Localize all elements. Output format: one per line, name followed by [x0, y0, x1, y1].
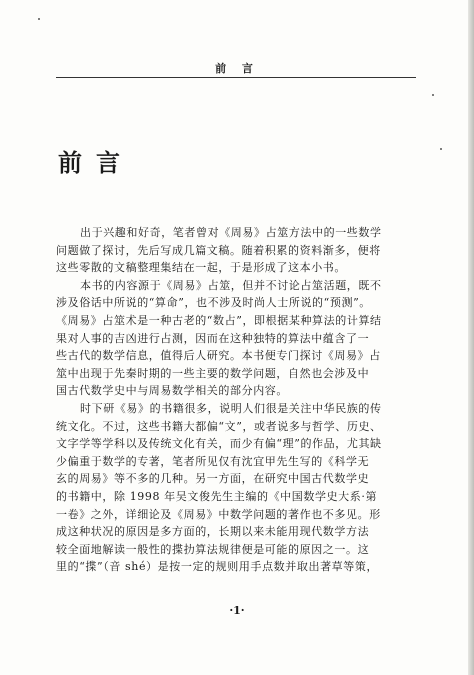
text-line: 较全面地解读一般性的揲扐算法规律便是可能的原因之一。这 [56, 542, 370, 556]
text-line: 里的“揲”（音 shé）是按一定的规则用手点数并取出著草等策， [56, 560, 379, 574]
text-line: 本书的内容源于《周易》占筮，但并不讨论占筮活题，既不 [80, 278, 382, 292]
scan-speck [432, 94, 434, 96]
text-line: 些古代的数学信息，值得后人研究。本书便专门探讨《周易》占 [56, 349, 381, 363]
text-line: 这些零散的文稿整理集结在一起，于是形成了这本小书。 [56, 261, 346, 275]
text-line: 果对人事的吉凶进行占测，因而在这种独特的算法中蕴含了一 [56, 331, 370, 345]
scan-speck [38, 18, 40, 20]
text-line: 国古代数学史中与周易数学相关的部分内容。 [56, 384, 288, 398]
running-head: 前 言 [215, 62, 259, 75]
paragraph [56, 400, 419, 576]
text-line: 筮中出现于先秦时期的一些主要的数学问题，自然也会涉及中 [56, 366, 370, 380]
text-line: 文字学等学科以及传统文化有关，而少有偏“理”的作品，尤其缺 [56, 437, 382, 451]
chapter-title: 前言 [58, 149, 134, 177]
text-line: 问题做了探讨，先后写成几篇文稿。随着积累的资料渐多，便将 [56, 243, 381, 257]
header-rule [56, 77, 416, 78]
text-line: 的书籍中，除 1998 年吴文俊先生主编的《中国数学史大系·第 [56, 489, 378, 503]
text-line: 一卷》之外，详细论及《周易》中数学问题的著作也不多见。形 [56, 507, 381, 521]
text-line: 成这种状况的原因是多方面的，长期以来未能用现代数学方法 [56, 525, 370, 539]
paragraph [56, 277, 419, 400]
text-line: 统文化。不过，这些书籍大都偏“文”，或者说多与哲学、历史、 [56, 419, 382, 433]
text-line: 玄的周易》等不多的几种。另一方面，在研究中国古代数学史 [56, 472, 370, 486]
text-line: 少偏重于数学的专著，笔者所见仅有沈宜甲先生写的《科学无 [56, 454, 370, 468]
scan-speck [440, 148, 442, 150]
page-edge-shadow [468, 0, 474, 675]
text-line: 出于兴趣和好奇，笔者曾对《周易》占筮方法中的一些数学 [80, 226, 382, 239]
paragraph [56, 224, 419, 277]
text-line: 时下研《易》的书籍很多，说明人们很是关注中华民族的传 [80, 401, 382, 415]
body-text [56, 224, 419, 576]
text-line: 涉及俗话中所说的“算命”，也不涉及时尚人士所说的“预测”。 [56, 296, 371, 310]
text-line: 《周易》占筮术是一种古老的“数占”，即根据某种算法的计算结 [56, 313, 382, 327]
page-number: ·1· [229, 604, 245, 617]
